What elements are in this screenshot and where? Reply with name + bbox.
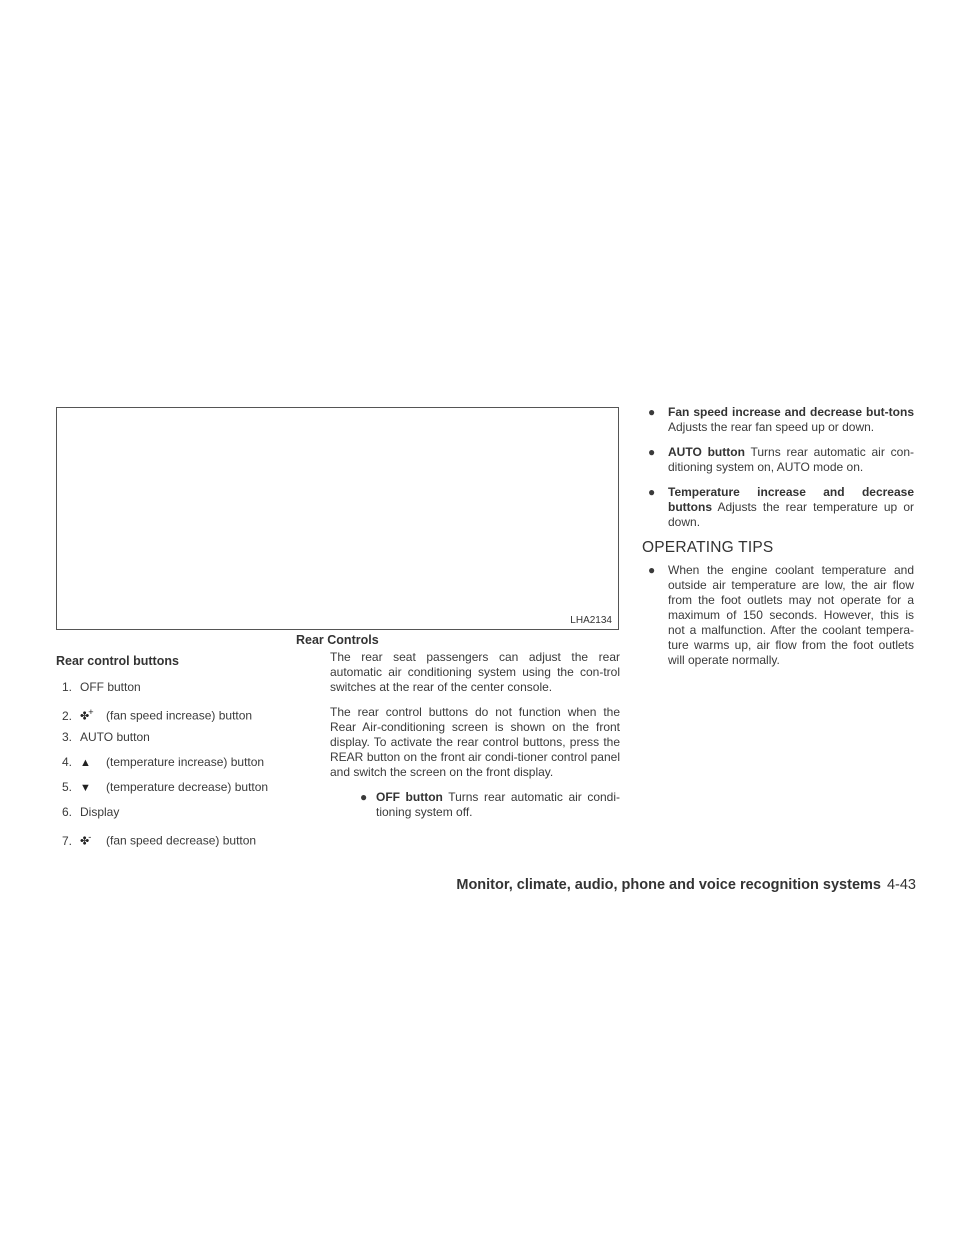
item-number: 5. <box>62 780 73 794</box>
triangle-down-icon: ▼ <box>80 782 91 794</box>
bullet-icon: ● <box>648 445 656 459</box>
section-heading: OPERATING TIPS <box>642 539 774 556</box>
section-title: Monitor, climate, audio, phone and voice recognition systems <box>456 877 881 893</box>
paragraph: The rear seat passengers can adjust the rear automatic air conditioning system using the con-trol switches at the rear of the center console. <box>330 650 620 694</box>
item-number: 6. <box>62 805 73 819</box>
item-number: 7. <box>62 833 73 848</box>
bullet-text: Turns rear automatic air con-ditioning system on, AUTO mode on. <box>668 445 914 474</box>
item-text: OFF button <box>80 680 141 694</box>
bullet-icon: ● <box>648 405 656 419</box>
item-number: 3. <box>62 730 73 744</box>
rear-buttons-list <box>56 654 306 855</box>
fan-minus-icon: ✤- <box>80 832 92 848</box>
bullet-label: Temperature increase and decrease buttons <box>668 485 914 514</box>
bullet-fan-speed <box>642 405 914 435</box>
rear-controls-bullets <box>642 405 914 668</box>
item-text: (fan speed decrease) button <box>106 833 257 848</box>
bullet-icon: ● <box>648 485 656 499</box>
figure-code: LHA2134 <box>570 615 612 626</box>
bullet-auto-button <box>642 445 914 475</box>
figure-rear-controls <box>56 407 619 630</box>
page-number: 4-43 <box>886 877 916 893</box>
list-item <box>62 780 306 795</box>
page-footer <box>456 877 916 893</box>
bullet-text: When the engine coolant temperature and outside air temperature are low, the air flow from the foot outlets may not operate for a maximum of 150 seconds. However, this is not a malfunction. After the coolant tempera-ture warms up, air flow from the foot outlets will operate normally. <box>668 563 914 667</box>
list-item <box>62 830 306 848</box>
bullet-label: AUTO button <box>668 445 745 459</box>
paragraph: The rear control buttons do not function when the Rear Air-conditioning screen is shown on the front display. To activate the rear control buttons, press the REAR button on the front air condi-tioner control panel and switch the screen on the front display. <box>330 705 620 779</box>
figure-caption: Rear Controls <box>296 633 379 647</box>
item-text: AUTO button <box>80 730 150 744</box>
bullet-text: Adjusts the rear temperature up or down. <box>668 500 914 529</box>
rear-controls-description <box>330 650 620 830</box>
bullet-temperature <box>642 485 914 530</box>
triangle-up-icon: ▲ <box>80 757 91 769</box>
item-number: 2. <box>62 708 73 723</box>
item-text: (temperature increase) button <box>106 755 265 769</box>
item-text: (temperature decrease) button <box>106 780 269 794</box>
item-text: Display <box>80 805 120 819</box>
fan-plus-icon: ✤+ <box>80 707 94 723</box>
bullet-icon: ● <box>360 790 368 804</box>
bullet-operating-tip <box>642 563 914 668</box>
list-item <box>62 730 306 745</box>
item-number: 1. <box>62 680 73 694</box>
bullet-text: Adjusts the rear fan speed up or down. <box>668 420 875 434</box>
bullet-text: Turns rear automatic air condi-tioning system off. <box>376 790 621 819</box>
bullet-icon: ● <box>648 563 656 577</box>
rear-buttons-heading: Rear control buttons <box>56 654 179 668</box>
list-item <box>62 805 306 820</box>
bullet-label: OFF button <box>376 790 443 804</box>
item-text: (fan speed increase) button <box>106 708 253 723</box>
list-item <box>62 755 306 770</box>
bullet-off-button <box>330 790 620 820</box>
list-item <box>62 680 306 695</box>
bullet-label: Fan speed increase and decrease but-tons <box>668 405 914 419</box>
item-number: 4. <box>62 755 73 769</box>
list-item <box>62 705 306 723</box>
